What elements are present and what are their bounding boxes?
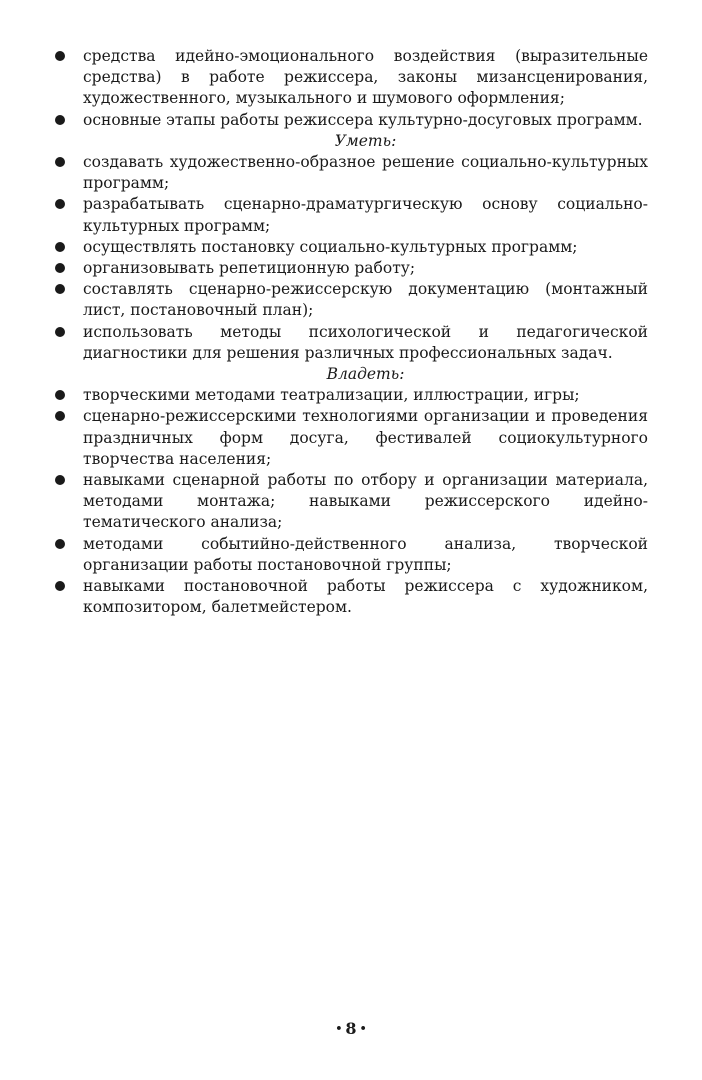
bullet-icon [55, 411, 65, 421]
list-item [53, 470, 648, 534]
page-number-dot-left: • [335, 1022, 343, 1035]
list-item-text: средства идейно-эмоционального воздействия (выразительные средства) в работе режиссера, законы мизансценирования, художественного, музыкального и шумового оформления; [83, 47, 648, 108]
bullet-icon [55, 157, 65, 167]
bullet-icon [55, 115, 65, 125]
bullet-icon [55, 475, 65, 485]
list-item-text: разрабатывать сценарно-драматургическую основу социально-культурных программ; [83, 195, 648, 235]
bullet-icon [55, 284, 65, 294]
list-item [53, 534, 648, 576]
list-item [53, 194, 648, 236]
list-item [53, 279, 648, 321]
bullet-icon [55, 263, 65, 273]
list-item [53, 258, 648, 279]
list-item-text: использовать методы психологической и педагогической диагностики для решения различных профессиональных задач. [83, 322, 648, 362]
list-item [53, 152, 648, 194]
own-list [53, 385, 648, 618]
section-heading-own: Владеть: [326, 365, 405, 384]
list-item-text: творческими методами театрализации, иллюстрации, игры; [83, 386, 580, 405]
bullet-icon [55, 327, 65, 337]
list-item-text: составлять сценарно-режиссерскую документацию (монтажный лист, постановочный план); [83, 280, 648, 320]
bullet-icon [55, 242, 65, 252]
page-number-value: 8 [345, 1019, 357, 1038]
bullet-icon [55, 51, 65, 61]
list-item [53, 576, 648, 618]
list-item-text: основные этапы работы режиссера культурно-досуговых программ. [83, 110, 643, 129]
list-item [53, 385, 648, 406]
list-item [53, 110, 648, 131]
page-number [0, 1019, 702, 1038]
bullet-icon [55, 199, 65, 209]
list-item-text: навыками сценарной работы по отбору и организации материала, методами монтажа; навыками режиссерского идейно-тематического анализа; [83, 471, 648, 532]
bullet-icon [55, 390, 65, 400]
bullet-icon [55, 539, 65, 549]
section-heading-able: Уметь: [334, 131, 397, 150]
know-list [53, 46, 648, 131]
list-item [53, 237, 648, 258]
list-item-text: методами событийно-действенного анализа, творческой организации работы постановочной группы; [83, 534, 648, 574]
bullet-icon [55, 581, 65, 591]
list-item-text: осуществлять постановку социально-культурных программ; [83, 237, 578, 256]
page-content [53, 46, 648, 618]
list-item [53, 46, 648, 110]
list-item [53, 406, 648, 470]
list-item-text: сценарно-режиссерскими технологиями организации и проведения праздничных форм досуга, фестивалей социокультурного творчества населения; [83, 407, 648, 468]
list-item-text: организовывать репетиционную работу; [83, 259, 416, 278]
list-item [53, 322, 648, 364]
page-number-dot-right: • [359, 1022, 367, 1035]
list-item-text: навыками постановочной работы режиссера с художником, композитором, балетмейстером. [83, 577, 648, 617]
list-item-text: создавать художественно-образное решение социально-культурных программ; [83, 153, 648, 193]
able-list [53, 152, 648, 364]
